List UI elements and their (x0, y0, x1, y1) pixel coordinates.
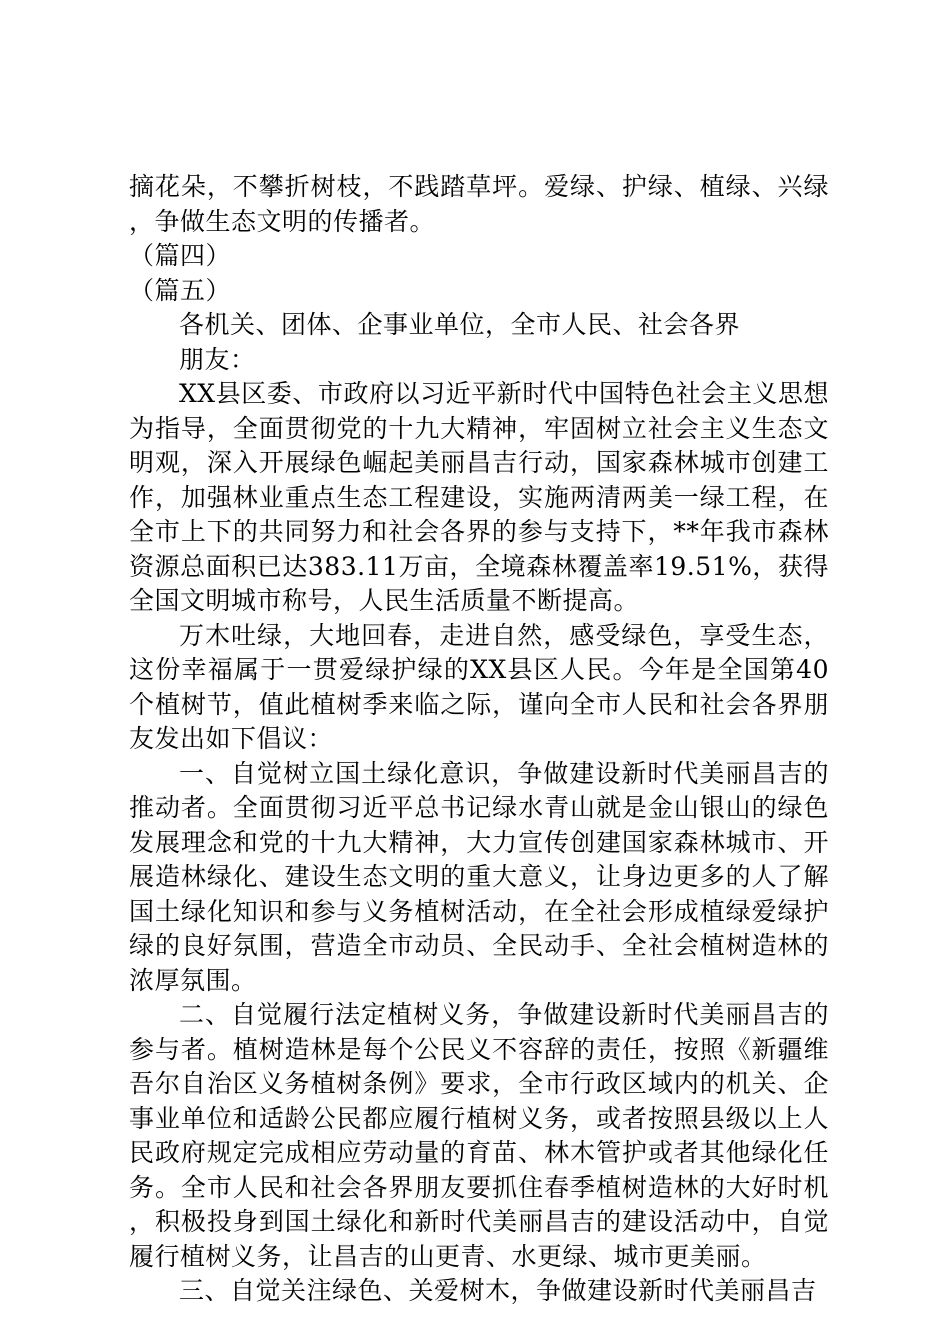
paragraph-proposal-three: 三、自觉关注绿色、关爱树木，争做建设新时代美丽昌吉 (179, 1276, 817, 1305)
paragraph-intro: XX县区委、市政府以习近平新时代中国特色社会主义思想为指导，全面贯彻党的十九大精神，牢固树立社会主义生态文明观，深入开展绿色崛起美丽昌吉行动，国家森林城市创建工作，加强林业重点生态工程建设，实施两清两美一绿工程，在全市上下的共同努力和社会各界的参与支持下，**年我市森林资源总面积已达383.11万亩，全境森林覆盖率19.51%，获得全国文明城市称号，人民生活质量不断提高。 (129, 379, 829, 615)
salutation-line: 各机关、团体、企事业单位，全市人民、社会各界 (179, 310, 741, 339)
paragraph-spring: 万木吐绿，大地回春，走进自然，感受绿色，享受生态，这份幸福属于一贯爱绿护绿的XX县区人民。今年是全国第40个植树节，值此植树季来临之际，谨向全市人民和社会各界朋友发出如下倡议： (129, 620, 829, 753)
paragraph-proposal-two: 二、自觉履行法定植树义务，争做建设新时代美丽昌吉的参与者。植树造林是每个公民义不容辞的责任，按照《新疆维吾尔自治区义务植树条例》要求，全市行政区域内的机关、企事业单位和适龄公民都应履行植树义务，或者按照县级以上人民政府规定完成相应劳动量的育苗、林木管护或者其他绿化任务。全市人民和社会各界朋友要抓住春季植树造林的大好时机，积极投身到国土绿化和新时代美丽昌吉的建设活动中，自觉履行植树义务，让昌吉的山更青、水更绿、城市更美丽。 (129, 1000, 829, 1271)
salutation-friends: 朋友： (179, 344, 256, 374)
section-heading-part-five: （篇五） (129, 275, 232, 305)
document-body (129, 170, 829, 1309)
paragraph-proposal-one: 一、自觉树立国土绿化意识，争做建设新时代美丽昌吉的推动者。全面贯彻习近平总书记绿水青山就是金山银山的绿色发展理念和党的十九大精神，大力宣传创建国家森林城市、开展造林绿化、建设生态文明的重大意义，让身边更多的人了解国土绿化知识和参与义务植树活动，在全社会形成植绿爱绿护绿的良好氛围，营造全市动员、全民动手、全社会植树造林的浓厚氛围。 (129, 758, 829, 995)
paragraph-continuation: 摘花朵，不攀折树枝，不践踏草坪。爱绿、护绿、植绿、兴绿，争做生态文明的传播者。 (129, 172, 829, 236)
section-heading-part-four: （篇四） (129, 241, 232, 270)
